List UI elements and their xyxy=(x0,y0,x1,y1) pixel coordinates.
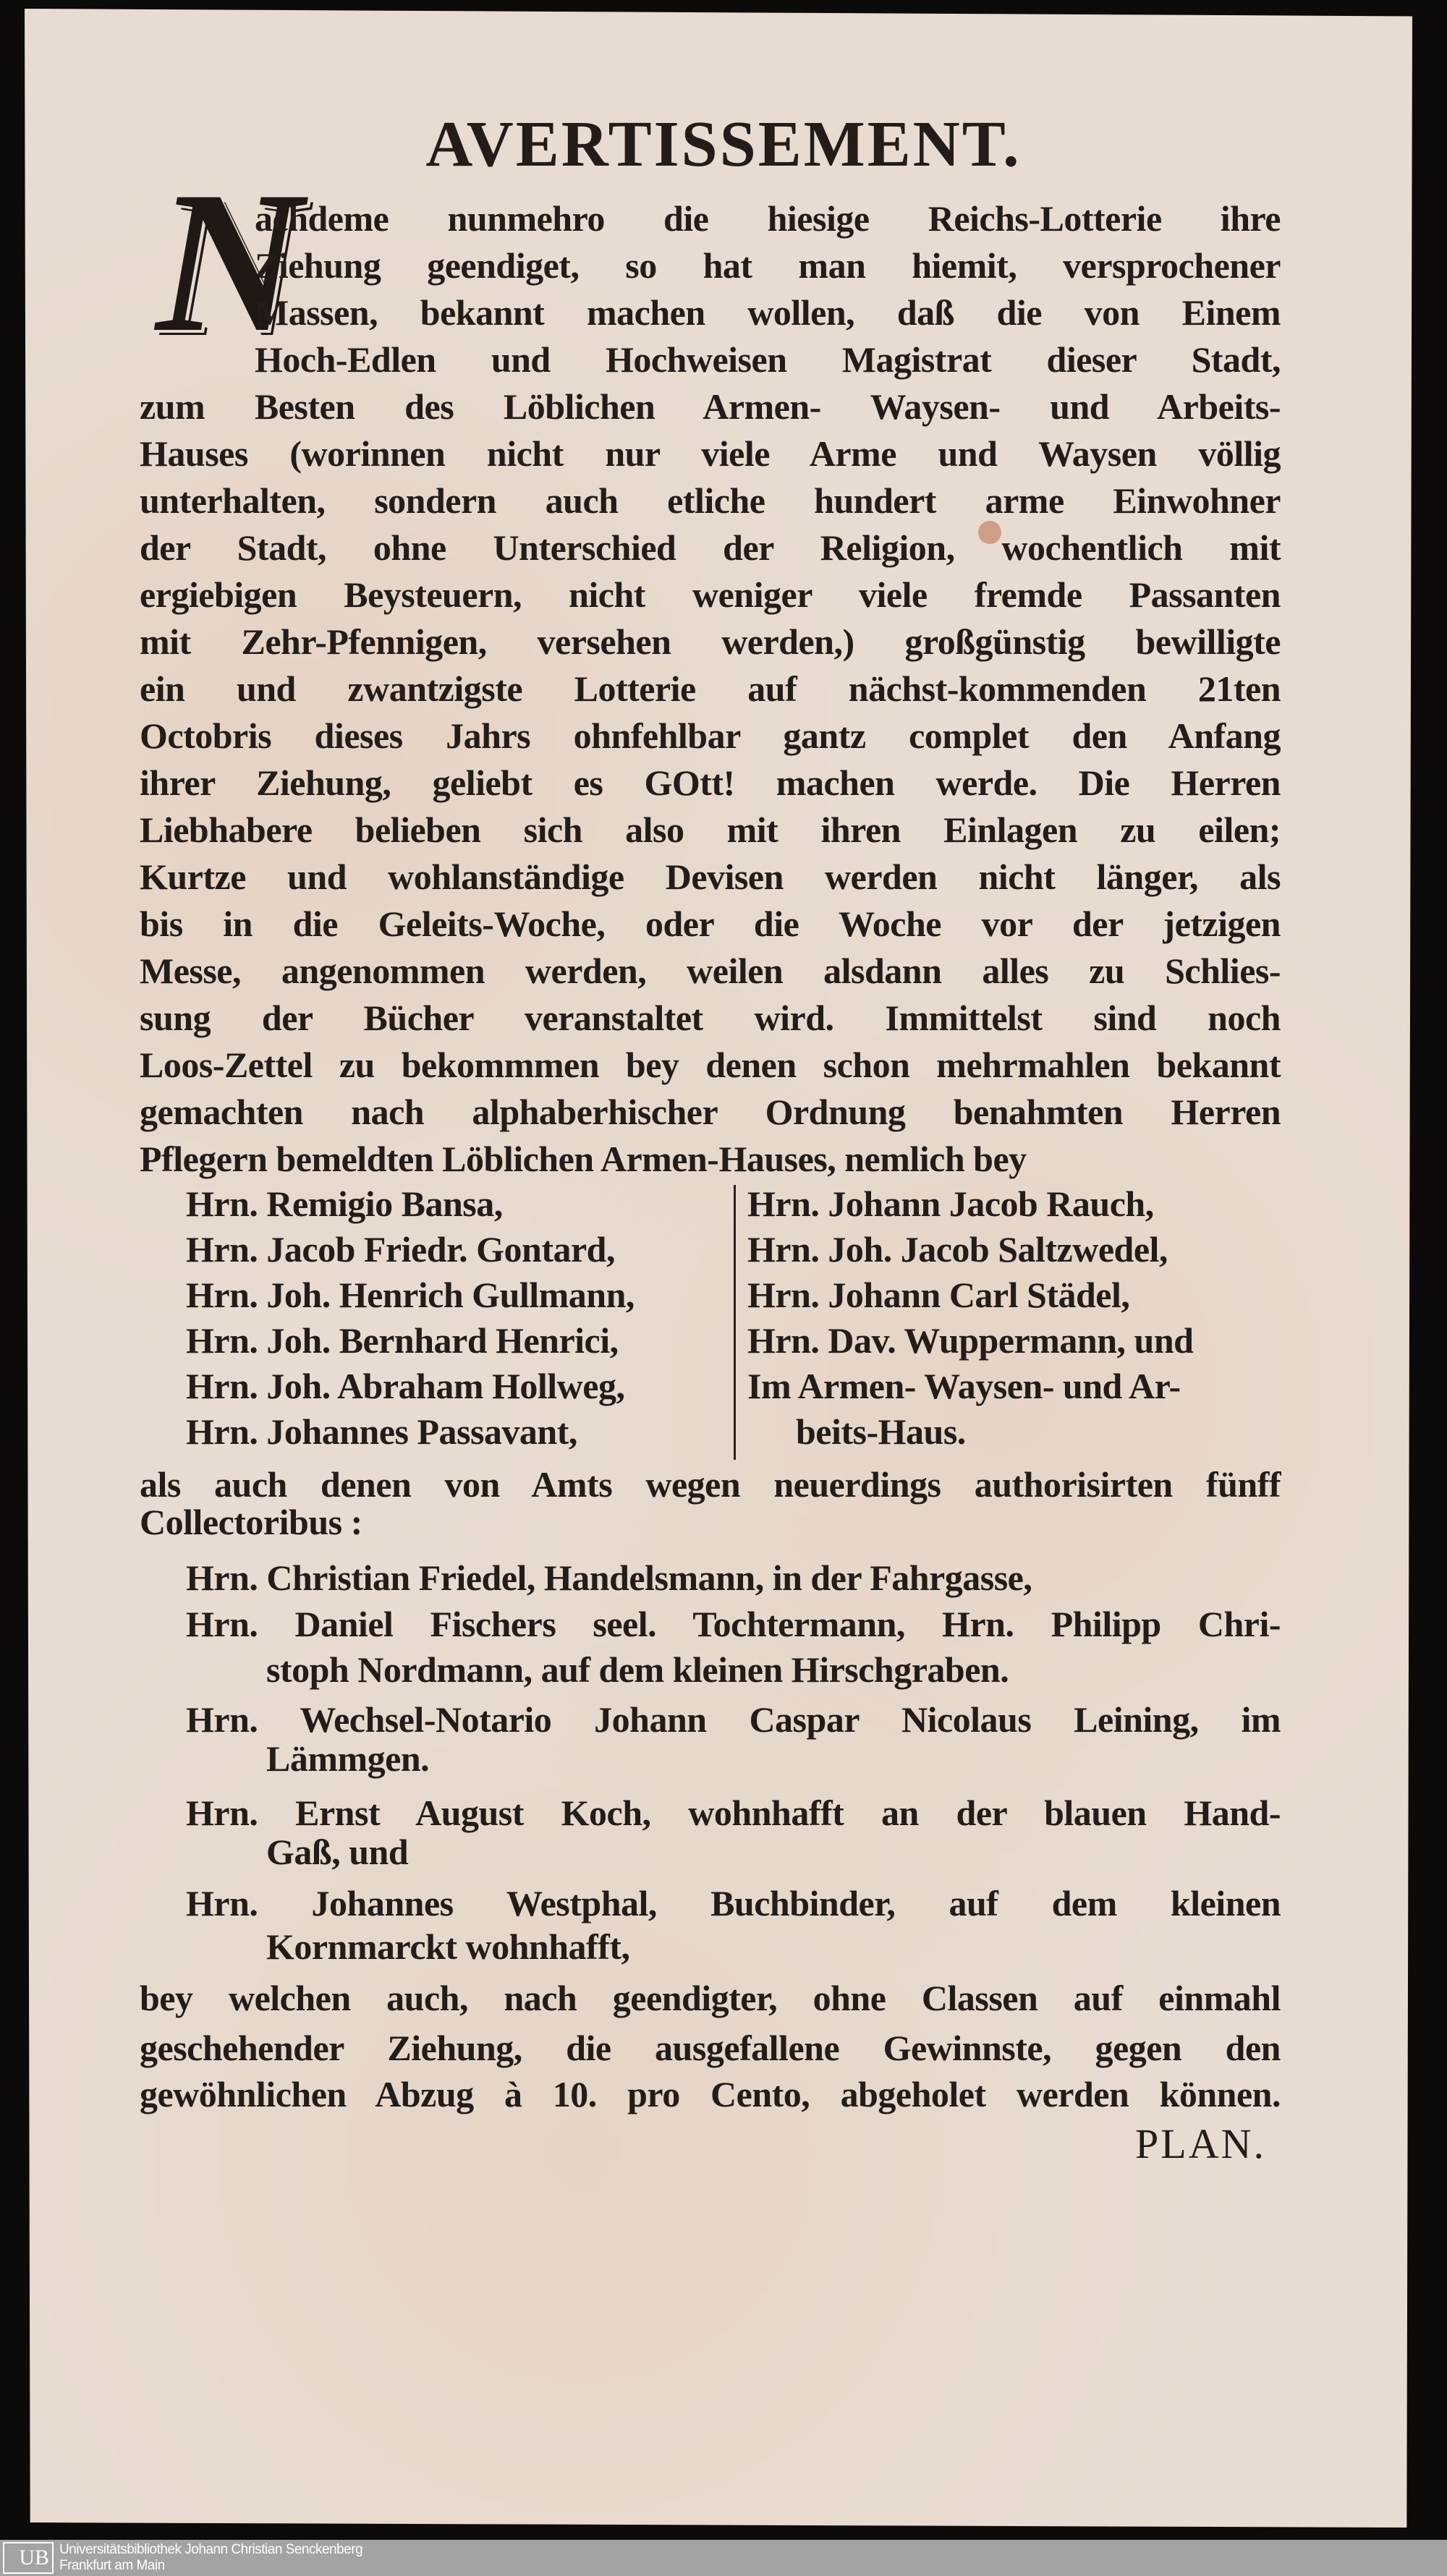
paragraph-line: Messe, angenommen werden, weilen alsdann alles zu Schlies- xyxy=(140,951,1281,991)
pfleger-name-right: Im Armen- Waysen- und Ar- xyxy=(747,1366,1181,1406)
collector-entry-line: Hrn. Christian Friedel, Handelsmann, in der Fahrgasse, xyxy=(186,1557,1032,1598)
paragraph-line: Octobris dieses Jahrs ohnfehlbar gantz complet den Anfang xyxy=(140,715,1281,756)
collector-intro-line: Collectoribus : xyxy=(140,1502,362,1542)
library-footer xyxy=(0,2540,1447,2576)
collector-entry-line: Hrn. Daniel Fischers seel. Tochtermann, Hrn. Philipp Chri- xyxy=(186,1604,1281,1644)
paragraph-line: Loos-Zettel zu bekommmen bey denen schon mehrmahlen bekannt xyxy=(140,1045,1281,1085)
closing-line: bey welchen auch, nach geendigter, ohne Classen auf einmahl xyxy=(140,1978,1281,2018)
paragraph-line: Hoch-Edlen und Hochweisen Magistrat dieser Stadt, xyxy=(255,339,1281,380)
pfleger-name-right: beits-Haus. xyxy=(796,1411,966,1452)
collector-entry-line: Hrn. Ernst August Koch, wohnhafft an der blauen Hand- xyxy=(186,1793,1281,1833)
column-divider xyxy=(734,1185,736,1460)
paragraph-line: zum Besten des Löblichen Armen- Waysen- und Arbeits- xyxy=(140,386,1281,427)
pfleger-name-left: Hrn. Jacob Friedr. Gontard, xyxy=(186,1229,615,1270)
paragraph-line: Massen, bekannt machen wollen, daß die von Einem xyxy=(255,292,1281,333)
pfleger-name-left: Hrn. Joh. Bernhard Henrici, xyxy=(186,1320,619,1361)
library-city: Frankfurt am Main xyxy=(59,2558,165,2573)
paragraph-line: mit Zehr-Pfennigen, versehen werden,) großgünstig bewilligte xyxy=(140,621,1281,662)
pfleger-name-left: Hrn. Joh. Abraham Hollweg, xyxy=(186,1366,625,1406)
collector-entry-line: Gaß, und xyxy=(266,1832,409,1872)
paragraph-line: ein und zwantzigste Lotterie auf nächst-kommenden 21ten xyxy=(140,668,1281,709)
paragraph-line: Liebhabere belieben sich also mit ihren Einlagen zu eilen; xyxy=(140,809,1281,850)
paragraph-line: unterhalten, sondern auch etliche hundert arme Einwohner xyxy=(140,480,1281,521)
paragraph-line: Ziehung geendiget, so hat man hiemit, versprochener xyxy=(255,245,1281,286)
library-logo: UB xyxy=(3,2542,54,2574)
collector-entry-line: Lämmgen. xyxy=(266,1738,430,1779)
paragraph-line: Hauses (worinnen nicht nur viele Arme und Waysen völlig xyxy=(140,433,1281,474)
plan-heading: PLAN. xyxy=(1135,2120,1266,2167)
closing-line: gewöhnlichen Abzug à 10. pro Cento, abgeholet werden können. xyxy=(140,2074,1281,2114)
decorative-initial: N xyxy=(156,149,302,374)
closing-line: geschehender Ziehung, die ausgefallene Gewinnste, gegen den xyxy=(140,2028,1281,2068)
collector-entry-line: Hrn. Johannes Westphal, Buchbinder, auf dem kleinen xyxy=(186,1883,1281,1924)
paragraph-line: der Stadt, ohne Unterschied der Religion, wochentlich mit xyxy=(140,527,1281,568)
paragraph-line: gemachten nach alphaberhischer Ordnung benahmten Herren xyxy=(140,1092,1281,1132)
collector-intro-line: als auch denen von Amts wegen neuerdings authorisirten fünff xyxy=(140,1464,1281,1505)
document-title: AVERTISSEMENT. xyxy=(425,109,1022,180)
pfleger-name-left: Hrn. Remigio Bansa, xyxy=(186,1183,503,1224)
pfleger-name-right: Hrn. Dav. Wuppermann, und xyxy=(747,1320,1194,1361)
pfleger-name-right: Hrn. Johann Carl Städel, xyxy=(747,1275,1130,1315)
collector-entry-line: stoph Nordmann, auf dem kleinen Hirschgraben. xyxy=(266,1649,1009,1690)
paragraph-line: Kurtze und wohlanständige Devisen werden nicht länger, als xyxy=(140,856,1281,897)
collector-entry-line: Hrn. Wechsel-Notario Johann Caspar Nicolaus Leining, im xyxy=(186,1699,1281,1740)
paragraph-line: achdeme nunmehro die hiesige Reichs-Lotterie ihre xyxy=(255,198,1281,239)
paragraph-line: ihrer Ziehung, geliebt es GOtt! machen werde. Die Herren xyxy=(140,762,1281,803)
pfleger-name-right: Hrn. Johann Jacob Rauch, xyxy=(747,1183,1154,1224)
paragraph-line: Pflegern bemeldten Löblichen Armen-Hauses, nemlich bey xyxy=(140,1139,1027,1179)
pfleger-name-left: Hrn. Johannes Passavant, xyxy=(186,1411,577,1452)
pfleger-name-right: Hrn. Joh. Jacob Saltzwedel, xyxy=(747,1229,1168,1270)
pfleger-name-left: Hrn. Joh. Henrich Gullmann, xyxy=(186,1275,635,1315)
paragraph-line: ergiebigen Beysteuern, nicht weniger viele fremde Passanten xyxy=(140,574,1281,615)
library-name: Universitätsbibliothek Johann Christian Senckenberg xyxy=(59,2542,363,2557)
paragraph-line: bis in die Geleits-Woche, oder die Woche vor der jetzigen xyxy=(140,904,1281,944)
collector-entry-line: Kornmarckt wohnhafft, xyxy=(266,1926,630,1967)
paragraph-line: sung der Bücher veranstaltet wird. Immittelst sind noch xyxy=(140,998,1281,1038)
